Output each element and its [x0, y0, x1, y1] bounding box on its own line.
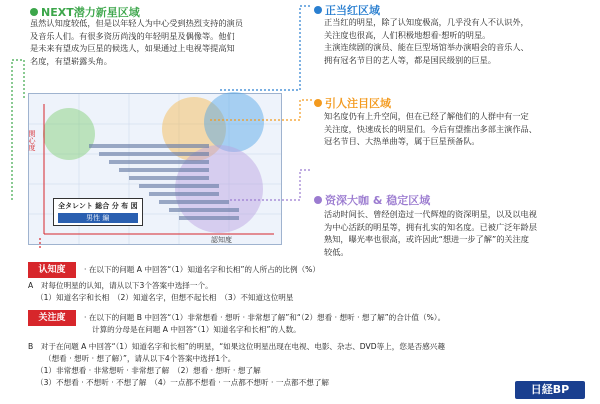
vet-zone-description: 活动时间长、曾经创造过一代辉煌的资深明星，以及以电视 为中心活跃的明星等，拥有扎实的知名度。已被广泛年龄层 熟知，曝光率也很高，或许因此“想进一步了解”的关注度 较低。: [324, 209, 537, 257]
interest-definition-1: · 在以下的问题 B 中回答“（1）非常想看 · 想听 · 非常想了解”和“（2）想看 · 想听 · 想了解”的合计值（%）。: [84, 313, 446, 322]
next-zone-title: NEXT潜力新星区域: [30, 4, 140, 20]
red-zone-title: 正当红区域: [314, 2, 380, 18]
chart-title: 全タレント 総合 分 布 図: [58, 202, 138, 210]
next-dot-icon: [30, 8, 38, 16]
nikkei-bp-logo: 日経BP: [515, 381, 585, 399]
question-b-line3: （1）非常想看 · 非常想听 · 非常想了解 （2）想看 · 想听 · 想了解: [36, 366, 261, 375]
next-zone-description: 虽然认知度较低，但是以年轻人为中心受到热烈支持的演员 及音乐人们。有很多资历尚浅的年轻明星及偶像等。他们 是未来有望成为巨星的候选人，如果通过上电视等提高知 名度，有望崭露头角。: [30, 18, 243, 66]
interest-definition-2: 计算的分母是在问题 A 中回答“（1）知道名字和长相”的人数。: [92, 325, 301, 334]
awareness-definition: · 在以下的问题 A 中回答“（1）知道名字和长相”的人所占的比例（%）: [84, 265, 320, 274]
question-b-line2: （想看 · 想听 · 想了解）”，请从以下4个答案中选择1个。: [44, 354, 236, 363]
y-axis-label: 関心度: [28, 130, 36, 151]
question-a-line1: A 对每位明星的认知，请从以下3个答案中选择一个。: [28, 281, 213, 290]
question-a-line2: （1）知道名字和长相 （2）知道名字，但想不起长相 （3）不知道这位明星: [36, 293, 294, 302]
awareness-label: 认知度: [28, 262, 76, 278]
hot-dot-icon: [314, 99, 322, 107]
hot-zone-title: 引人注目区域: [314, 95, 391, 111]
vet-dot-icon: [314, 196, 322, 204]
question-b-line4: （3）不想看 · 不想听 · 不想了解 （4）一点都不想看 · 一点都不想听 · 一点都不想了解: [36, 378, 330, 387]
interest-label: 关注度: [28, 310, 76, 326]
hot-zone-description: 知名度仍有上升空间，但在已经了解他们的人群中有一定 关注度，快速成长的明星们。今后有望推出多部主演作品、 冠名节目、大热单曲等，属于巨星预备队。: [324, 111, 537, 146]
question-b-line1: B 对于在问题 A 中回答“（1）知道名字和长相”的明星，“如果这位明星出现在电视、电影、杂志、DVD等上，您是否感兴趣: [28, 342, 445, 351]
red-dot-icon: [314, 6, 322, 14]
red-zone-description: 正当红的明星，除了认知度极高，几乎没有人不认识外， 关注度也很高，人们积极地想看·想听的明星。 主演连续剧的演员、能在巨型场馆举办演唱会的音乐人、 拥有冠名节目的艺人等，都是国民级别的巨星。: [324, 17, 529, 65]
x-axis-label: 認知度: [211, 236, 232, 244]
chart-subtitle: 男性 編: [58, 213, 138, 223]
vet-zone-title: 资深大咖 & 稳定区域: [314, 192, 430, 208]
